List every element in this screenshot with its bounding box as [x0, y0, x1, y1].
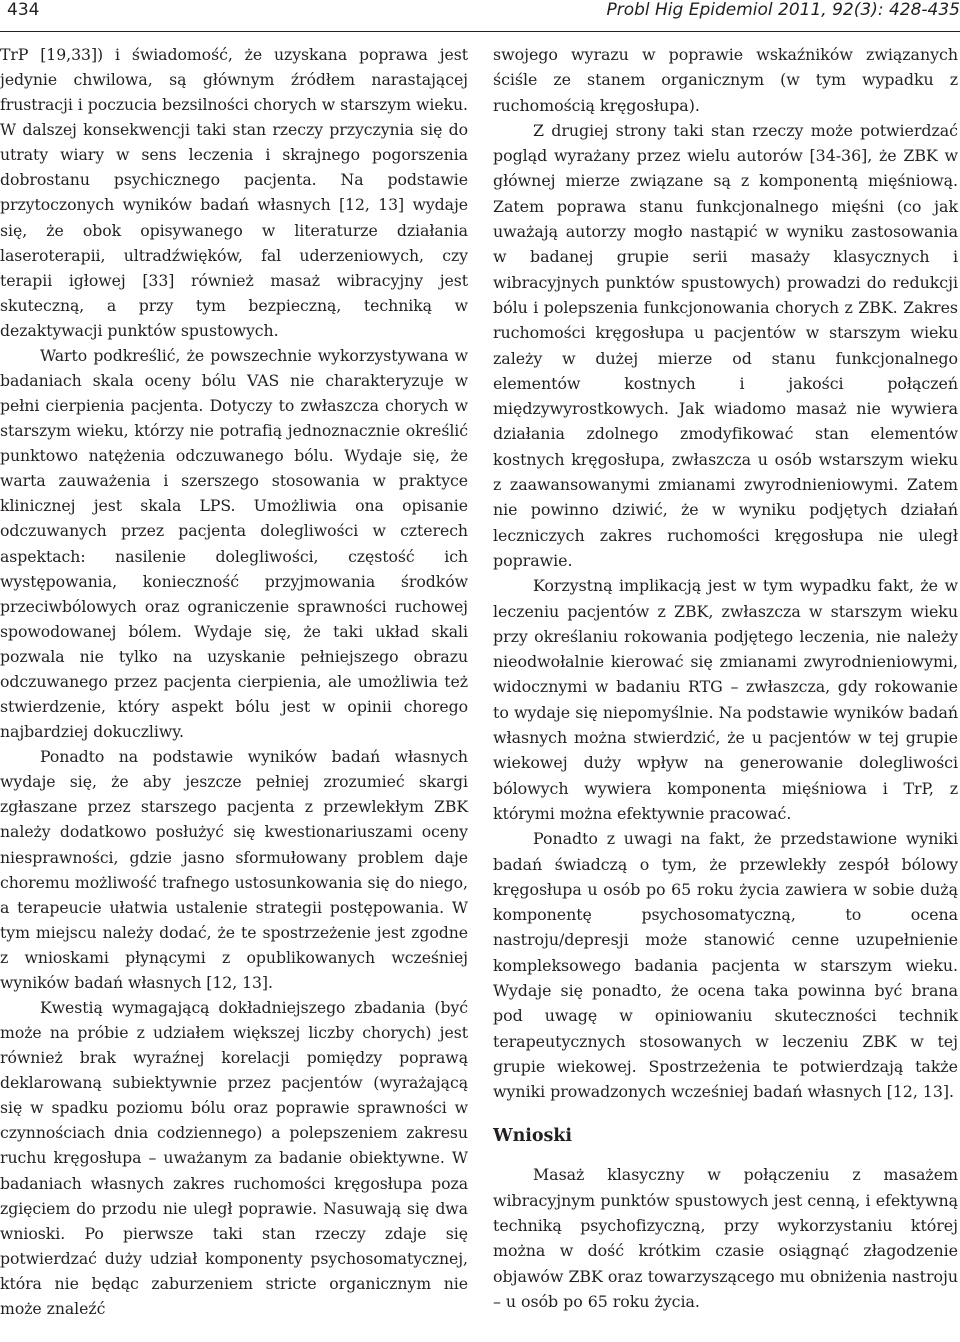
page-header: [0, 0, 960, 24]
body-paragraph: swojego wyrazu w poprawie wskaźników związanych ściśle ze stanem organicznym (w tym wypadku z ruchomością kręgosłupa).: [493, 45, 958, 115]
conclusion-paragraph: Masaż klasyczny w połączeniu z masażem wibracyjnym punktów spustowych jest cenną, i efektywną techniką psychofizyczną, przy wykorzystaniu której można w dość krótkim czasie osiągnąć złagodzenie objawów ZBK oraz towarzyszącego mu obniżenia nastroju – u osób po 65 roku życia.: [493, 1165, 958, 1311]
body-paragraph: Korzystną implikacją jest w tym wypadku fakt, że w leczeniu pacjentów z ZBK, zwłaszcza w starszym wieku przy określaniu rokowania podjętego leczenia, nie należy nieodwołalnie kierować się zmianami zwyrodnieniowymi, widocznymi w badaniu RTG – zwłaszcza, gdy rokowanie to wydaje się niepomyślnie. Na podstawie wyników badań własnych można stwierdzić, że u pacjentów w tej grupie wiekowej duży wpływ na generowanie dolegliwości bólowych wywiera komponenta mięśniowa i TrP, z którymi można efektywnie pracować.: [493, 576, 958, 823]
right-column: [493, 42, 958, 1314]
body-paragraph: Ponadto na podstawie wyników badań własnych wydaje się, że aby jeszcze pełniej zrozumieć skargi zgłaszane przez starszego pacjenta z przewlekłym ZBK należy dodatkowo posłużyć się kwestionariuszami oceny niesprawności, gdzie jasno sformułowany problem daje choremu możliwość trafnego ustosunkowania się do niego, a terapeucie ułatwia ustalenie strategii postępowania. W tym miejscu należy dodać, że te spostrzeżenie jest zgodne z wnioskami płynącymi z opublikowanych wcześniej wyników badań własnych [12, 13].: [0, 747, 468, 992]
header-rule: [0, 31, 960, 32]
body-paragraph: TrP [19,33]) i świadomość, że uzyskana poprawa jest jedynie chwilowa, są głównym źródłem narastającej frustracji i poczucia bezsilności chorych w starszym wieku. W dalszej konsekwencji taki stan rzeczy przyczynia się do utraty wiary w sens leczenia i skrajnego pogorszenia dobrostanu psychicznego pacjenta. Na podstawie przytoczonych wyników badań własnych [12, 13] wydaje się, że obok opisywanego w literaturze działania laseroterapii, ultradźwięków, fal uderzeniowych, czy terapii igłowej [33] również masaż wibracyjny jest skuteczną, a przy tym bezpieczną, techniką w dezaktywacji punktów spustowych.: [0, 45, 468, 340]
journal-reference: Probl Hig Epidemiol 2011, 92(3): 428-435: [606, 0, 960, 20]
body-paragraph: Warto podkreślić, że powszechnie wykorzystywana w badaniach skala oceny bólu VAS nie charakteryzuje w pełni cierpienia pacjenta. Dotyczy to zwłaszcza chorych w starszym wieku, którzy nie potrafią jednoznacznie określić punktowo natężenia odczuwanego bólu. Wydaje się, że warta zauważenia i szerszego stosowania w praktyce klinicznej jest skala LPS. Umożliwia ona opisanie odczuwanych przez pacjenta dolegliwości w czterech aspektach: nasilenie dolegliwości, częstość ich występowania, konieczność przyjmowania środków przeciwbólowych oraz ograniczenie sprawności ruchowej spowodowanej bólem. Wydaje się, że taki układ skali pozwala nie tylko na uzyskanie pełniejszego obrazu odczuwanego przez pacjenta cierpienia, ale umożliwia też stwierdzenie, który aspekt bólu jest w opinii chorego najbardziej dokuczliwy.: [0, 345, 468, 742]
body-paragraph: Kwestią wymagającą dokładniejszego zbadania (być może na próbie z udziałem większej liczby chorych) jest również brak wyraźnej korelacji pomiędzy poprawą deklarowaną subiektywnie przez pacjentów (wyrażającą się w spadku poziomu bólu oraz poprawie sprawności w czynnościach dnia codziennego) a polepszeniem zakresu ruchu kręgosłupa – uważanym za badanie obiektywne. W badaniach własnych zakres ruchomości kręgosłupa poza zgięciem do przodu nie uległ poprawie. Nasuwają się dwa wnioski. Po pierwsze taki stan rzeczy zdaje się potwierdzać duży udział komponenty psychosomatycznej, która nie będąc zaburzeniem stricte organicznym nie może znaleźć: [0, 997, 468, 1318]
left-column: [0, 42, 468, 1321]
body-paragraph: Ponadto z uwagi na fakt, że przedstawione wyniki badań świadczą o tym, że przewlekły zespół bólowy kręgosłupa u osób po 65 roku życia zawiera w sobie dużą komponentę psychosomatyczną, to ocena nastroju/depresji może stanowić cenne uzupełnienie kompleksowego badania pacjenta w starszym wieku. Wydaje się ponadto, że ocena taka powinna być brana pod uwagę w opiniowaniu skuteczności technik terapeutycznych stosowanych w leczeniu ZBK w tej grupie wiekowej. Spostrzeżenia te potwierdzają także wyniki prowadzonych wcześniej badań własnych [12, 13].: [493, 829, 958, 1102]
page-number: 434: [7, 0, 40, 20]
section-heading-conclusions: Wnioski: [493, 1126, 572, 1147]
body-paragraph: Z drugiej strony taki stan rzeczy może potwierdzać pogląd wyrażany przez wielu autorów [34-36], że ZBK w głównej mierze związane są z komponentą mięśniową. Zatem poprawa stanu funkcjonalnego mięśni (co jak uważają autorzy mogło nastąpić w wyniku zastosowania w badanej grupie serii masaży klasycznych i wibracyjnych punktów spustowych) prowadzi do redukcji bólu i polepszenia funkcjonowania chorych z ZBK. Zakres ruchomości kręgosłupa u pacjentów w starszym wieku zależy w dużej mierze od stanu funkcjonalnego elementów kostnych i jakości połączeń międzywyrostkowych. Jak wiadomo masaż nie wywiera działania zdolnego zmodyfikować stan elementów kostnych kręgosłupa, zwłaszcza u osób wstarszym wieku z zaawansowanymi zmianami zwyrodnieniowymi. Zatem nie powinno dziwić, że w wyniku podjętych działań leczniczych zakres ruchomości kręgosłupa nie uległ poprawie.: [493, 120, 958, 570]
